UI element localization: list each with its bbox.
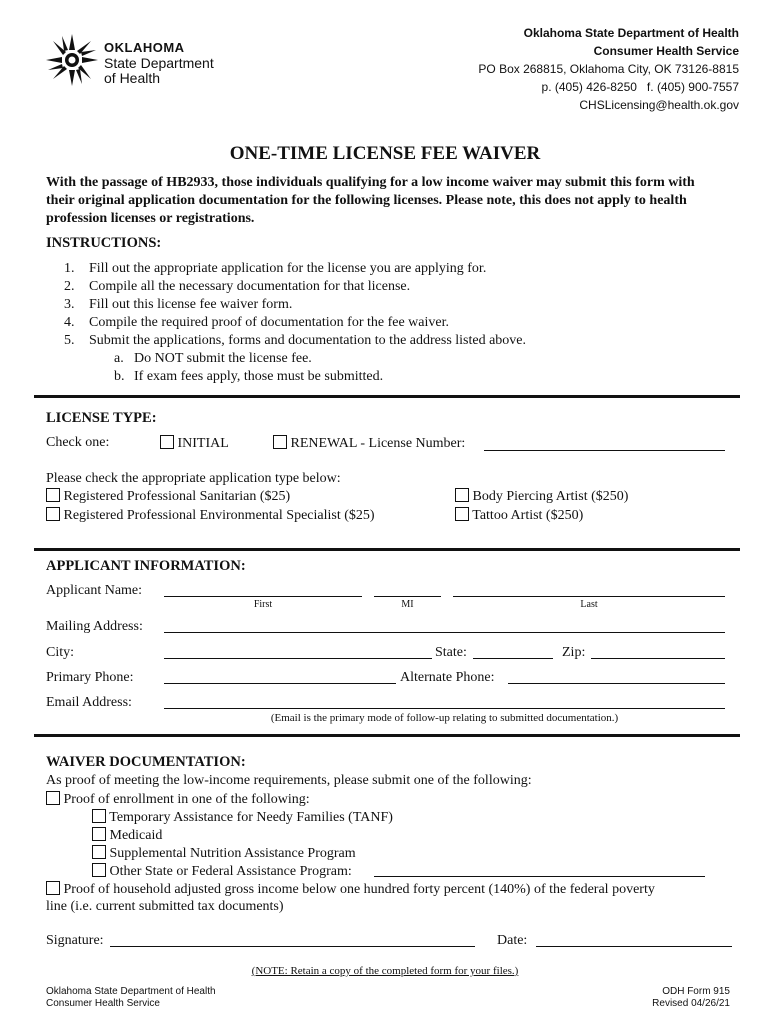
instructions-list [64,260,526,386]
mailing-address-label: Mailing Address: [46,619,143,634]
email-note: (Email is the primary mode of follow-up relating to submitted documentation.) [270,712,619,724]
primary-phone-field[interactable] [164,683,396,684]
last-name-field[interactable] [453,596,725,597]
instructions-heading: INSTRUCTIONS: [46,235,162,251]
intro-paragraph: With the passage of HB2933, those individuals qualifying for a low income waiver may submit this form with their original application documentation for the following licenses. Please note, this does not apply to health profession licenses or registrations. [46,175,695,226]
sanitarian-option[interactable]: Registered Professional Sanitarian ($25) [46,488,290,505]
enrollment-checkbox[interactable] [46,791,60,805]
org-name: Oklahoma State Department of Health [523,26,739,40]
list-item: a. Do NOT submit the license fee. [114,351,312,366]
applicant-heading: APPLICANT INFORMATION: [46,558,246,574]
section-divider [34,548,740,551]
retain-copy-note: (NOTE: Retain a copy of the completed form for your files.) [251,965,519,977]
first-name-field[interactable] [164,596,362,597]
tanf-option[interactable]: Temporary Assistance for Needy Families (TANF) [92,809,393,826]
mailing-address-field[interactable] [164,632,725,633]
applicant-name-label: Applicant Name: [46,583,143,598]
mailing-address: PO Box 268815, Oklahoma City, OK 73126-8815 [478,62,739,76]
mi-caption: MI [401,599,414,610]
form-number: ODH Form 915 [662,986,730,997]
state-field[interactable] [473,658,553,659]
state-label: State: [435,645,467,660]
list-item: 1. Fill out the appropriate application for the license you are applying for. [64,261,487,276]
medicaid-option[interactable]: Medicaid [92,827,162,844]
date-label: Date: [497,933,528,948]
zip-label: Zip: [562,645,586,660]
snap-checkbox[interactable] [92,845,106,859]
enrollment-option[interactable]: Proof of enrollment in one of the following: [46,791,310,808]
email-field[interactable] [164,708,725,709]
tanf-checkbox[interactable] [92,809,106,823]
renewal-checkbox[interactable] [273,435,287,449]
body-piercing-option[interactable]: Body Piercing Artist ($250) [455,488,628,505]
tattoo-option[interactable]: Tattoo Artist ($250) [455,507,583,524]
tattoo-checkbox[interactable] [455,507,469,521]
income-option[interactable]: Proof of household adjusted gross income below one hundred forty percent (140%) of the federal poverty [46,881,655,898]
revision-date: Revised 04/26/21 [652,998,730,1009]
renewal-option[interactable]: RENEWAL - License Number: [273,435,465,452]
list-item: 5. Submit the applications, forms and documentation to the address listed above. [64,333,527,348]
check-one-label: Check one: [46,435,110,450]
contact-email: CHSLicensing@health.ok.gov [579,98,739,112]
logo-text-state-dept: State Department [104,55,214,71]
first-name-caption: First [253,599,273,610]
waiver-heading: WAIVER DOCUMENTATION: [46,754,246,770]
list-item: 2. Compile all the necessary documentation for that license. [64,279,411,294]
medicaid-checkbox[interactable] [92,827,106,841]
logo-text-oklahoma: OKLAHOMA [104,40,185,55]
middle-initial-field[interactable] [374,596,441,597]
environmental-specialist-option[interactable]: Registered Professional Environmental Specialist ($25) [46,507,375,524]
alternate-phone-label: Alternate Phone: [400,670,495,685]
initial-checkbox[interactable] [160,435,174,449]
snap-option[interactable]: Supplemental Nutrition Assistance Program [92,845,356,862]
list-item: 4. Compile the required proof of documentation for the fee waiver. [64,315,449,330]
primary-phone-label: Primary Phone: [46,670,134,685]
license-type-heading: LICENSE TYPE: [46,410,157,426]
email-label: Email Address: [46,695,132,710]
city-label: City: [46,645,75,660]
waiver-intro: As proof of meeting the low-income requirements, please submit one of the following: [46,773,532,788]
income-option-line2: line (i.e. current submitted tax documents) [46,899,284,914]
other-assistance-field[interactable] [374,876,705,877]
page-title: ONE-TIME LICENSE FEE WAIVER [229,143,541,164]
alternate-phone-field[interactable] [508,683,725,684]
osdh-logo [44,32,244,90]
other-assistance-option[interactable]: Other State or Federal Assistance Program: [92,863,352,880]
signature-field[interactable] [110,946,475,947]
city-field[interactable] [164,658,432,659]
signature-label: Signature: [46,933,104,948]
license-number-field[interactable] [484,450,725,451]
other-assistance-checkbox[interactable] [92,863,106,877]
income-checkbox[interactable] [46,881,60,895]
body-piercing-checkbox[interactable] [455,488,469,502]
star-logo-icon [44,32,100,88]
phone-fax: p. (405) 426-8250 f. (405) 900-7557 [541,80,739,94]
footer-right [652,986,730,1010]
last-name-caption: Last [580,599,598,610]
logo-text-of-health: of Health [104,70,161,86]
zip-field[interactable] [591,658,725,659]
initial-option[interactable]: INITIAL [160,435,229,452]
section-divider [34,734,740,737]
footer-division: Consumer Health Service [46,998,160,1009]
app-type-prompt: Please check the appropriate application type below: [46,471,341,486]
environmental-specialist-checkbox[interactable] [46,507,60,521]
sanitarian-checkbox[interactable] [46,488,60,502]
list-item: 3. Fill out this license fee waiver form. [64,297,293,312]
header-contact [478,24,739,114]
division-name: Consumer Health Service [593,44,739,58]
section-divider [34,395,740,398]
footer-left [46,986,216,1010]
list-item: b. If exam fees apply, those must be submitted. [114,369,384,384]
date-field[interactable] [536,946,732,947]
footer-org: Oklahoma State Department of Health [46,986,216,997]
